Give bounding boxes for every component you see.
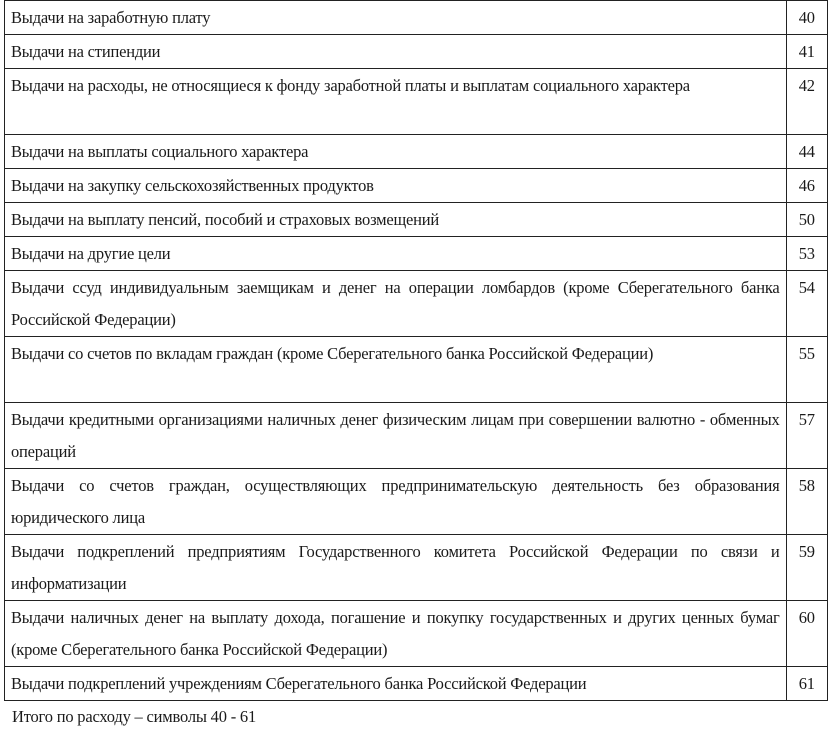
row-code: 59: [786, 535, 827, 601]
row-code: 61: [786, 667, 827, 701]
row-description: Выдачи на выплаты социального характера: [5, 135, 787, 169]
document: [4, 0, 828, 733]
row-code: 53: [786, 237, 827, 271]
row-description: Выдачи на расходы, не относящиеся к фонду заработной платы и выплатам социального характера: [5, 69, 787, 135]
row-description: Выдачи подкреплений предприятиям Государственного комитета Российской Федерации по связи и информатизации: [5, 535, 787, 601]
row-code: 46: [786, 169, 827, 203]
row-description: Выдачи подкреплений учреждениям Сберегательного банка Российской Федерации: [5, 667, 787, 701]
total-line: Итого по расходу – символы 40 - 61: [12, 707, 257, 726]
row-code: 54: [786, 271, 827, 337]
row-code: 42: [786, 69, 827, 135]
table-row: [5, 601, 828, 667]
table-row: [5, 1, 828, 35]
table-row: [5, 469, 828, 535]
row-description: Выдачи на другие цели: [5, 237, 787, 271]
table-row: [5, 667, 828, 701]
row-description: Выдачи на выплату пенсий, пособий и страховых возмещений: [5, 203, 787, 237]
row-description: Выдачи на стипендии: [5, 35, 787, 69]
row-description: Выдачи кредитными организациями наличных денег физическим лицам при совершении валютно - обменных операций: [5, 403, 787, 469]
table-row: [5, 403, 828, 469]
row-description: Выдачи наличных денег на выплату дохода, погашение и покупку государственных и других ценных бумаг (кроме Сберегательного банка Российской Федерации): [5, 601, 787, 667]
table-row: [5, 69, 828, 135]
row-description: Выдачи со счетов граждан, осуществляющих предпринимательскую деятельность без образования юридического лица: [5, 469, 787, 535]
table-row: [5, 535, 828, 601]
row-code: 44: [786, 135, 827, 169]
row-code: 50: [786, 203, 827, 237]
row-description: Выдачи на заработную плату: [5, 1, 787, 35]
table-row: [5, 237, 828, 271]
row-code: 60: [786, 601, 827, 667]
cash-symbols-table: [4, 0, 828, 701]
table-row: [5, 169, 828, 203]
table-row: [5, 203, 828, 237]
row-description: Выдачи ссуд индивидуальным заемщикам и денег на операции ломбардов (кроме Сберегательного банка Российской Федерации): [5, 271, 787, 337]
table-row: [5, 135, 828, 169]
row-code: 55: [786, 337, 827, 403]
table-row: [5, 337, 828, 403]
row-description: Выдачи со счетов по вкладам граждан (кроме Сберегательного банка Российской Федерации): [5, 337, 787, 403]
row-code: 40: [786, 1, 827, 35]
row-description: Выдачи на закупку сельскохозяйственных продуктов: [5, 169, 787, 203]
table-row: [5, 271, 828, 337]
table-row: [5, 35, 828, 69]
row-code: 41: [786, 35, 827, 69]
row-code: 58: [786, 469, 827, 535]
row-code: 57: [786, 403, 827, 469]
